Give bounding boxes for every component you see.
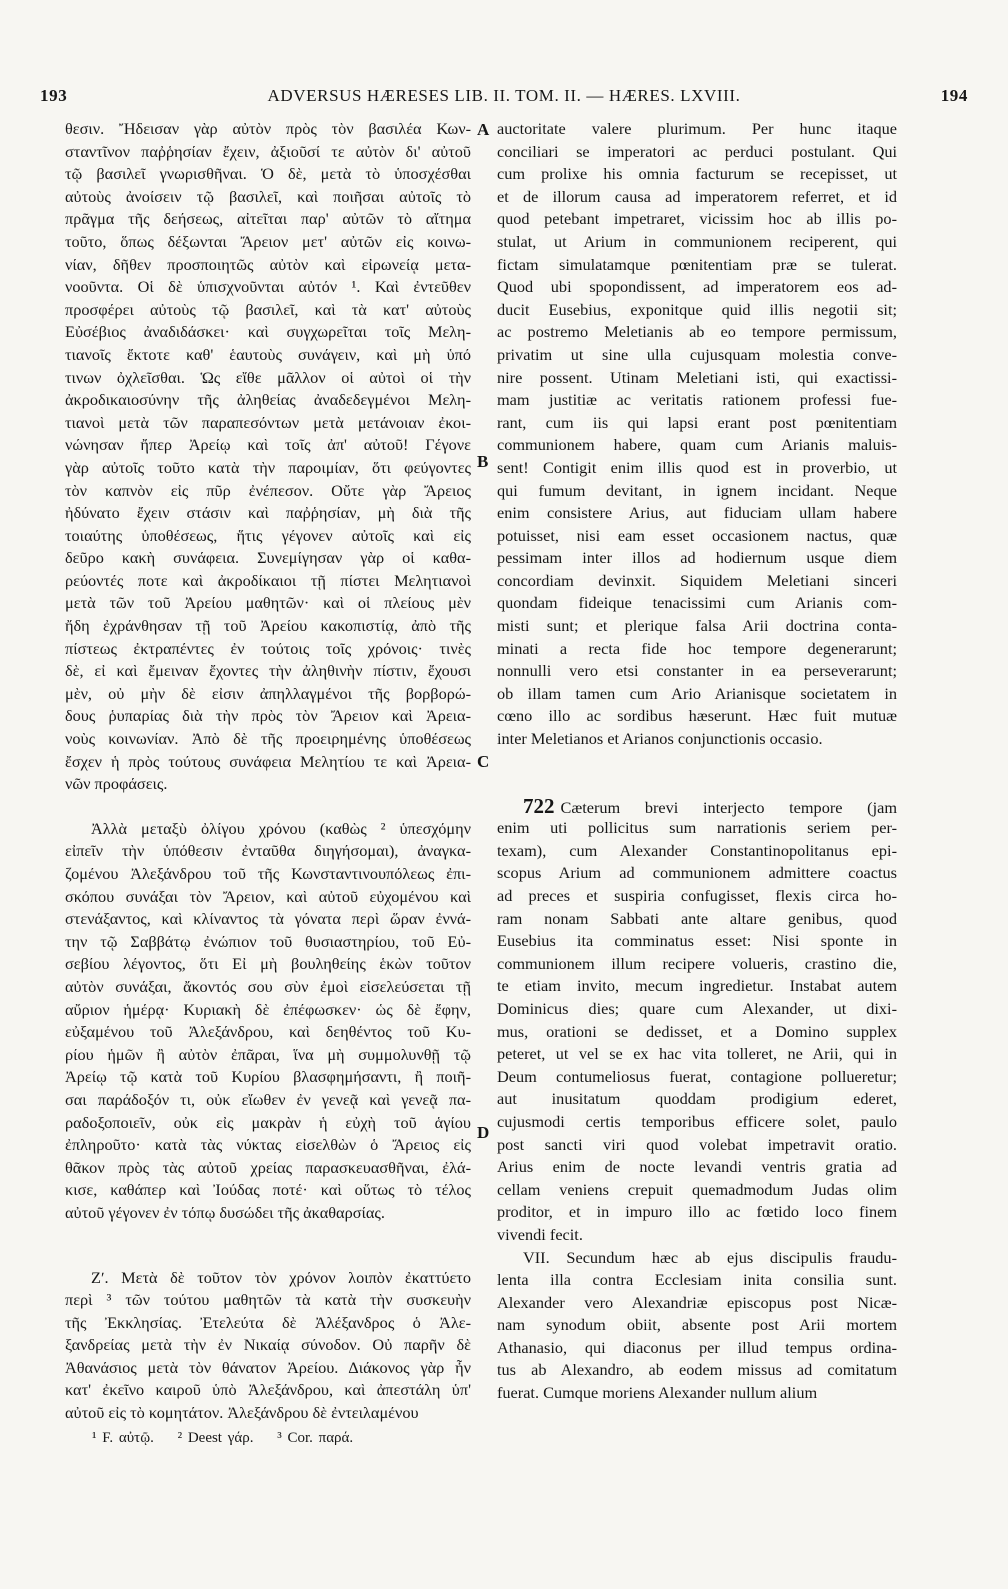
greek-paragraph-2 [65,818,471,1225]
text-line: αὐτοὺς ἀνοίσειν τῷ βασιλεῖ, καὶ ποιῆσαι αὐτοῖς τὸ [65,186,471,206]
text-line: αὐτοῦ εἰς τὸ κομητάτον. Ἀλεξάνδρου δὲ ἐντειλαμένου [65,1403,419,1423]
text-line: communionem illum recipere volueris, crastino die, [497,953,897,973]
text-line: ἔσχεν ἡ πρὸς τούτους συνάφεια Μελητίου τε καὶ Ἀρεια- [65,751,471,771]
text-line: vivendi fecit. [497,1224,583,1244]
text-line: εὐξαμένου τοῦ Ἀλεξάνδρου, καὶ δεηθέντος τοῦ Κυ- [65,1022,471,1042]
text-line: Ἀρείῳ τῷ κατὰ τοῦ Κυρίου βλασφημήσαντι, ἢ ποιῆ- [65,1067,471,1087]
page-number-right: 194 [940,86,968,105]
footnote-2: ² Deest γάρ. [177,1430,254,1446]
text-line: inter Meletianos et Arianos conjunctionis occasio. [497,729,823,749]
text-line: ρίου ἡμῶν ἢ αὐτὸν ἐπᾶραι, ἵνα μὴ συμμολυνθῇ τῷ [65,1044,471,1064]
text-line: κατ' ἐκεῖνο καιροῦ ὑπὸ Ἀλεξάνδρου, καὶ ἀπεστάλη ὑπ' [65,1380,471,1400]
text-line: peteret, ut vel se ex hac vita tolleret, ne Arii, qui in [497,1044,897,1064]
text-line: σεβίου λέγοντος, ὅτι Εἰ μὴ βουληθείης ἑκὼν τοῦτον [65,954,471,974]
text-line: σκόπου συνάξαι τὸν Ἄρειον, καὶ αὐτοῦ εὐχομένου καὶ [65,886,471,906]
text-line: τῆς Ἐκκλησίας. Ἐτελεύτα δὲ Ἀλέξανδρος ὁ Ἀλε- [65,1312,471,1332]
text-line: την τῷ Σαββάτῳ ἐνώπιον τοῦ θυσιαστηρίου, τοῦ Εὐ- [65,931,471,951]
text-line: nam synodum obiit, absente post Arii mortem [497,1315,897,1335]
text-line: δους ῥυπαρίας διὰ τὴν πρὸς τὸν Ἄρειον καὶ Ἀρεια- [65,706,471,726]
text-line: Alexander vero Alexandriæ episcopus post Nicæ- [497,1292,897,1312]
text-line: mam justitiæ ac veritatis rationem professi fue- [497,390,897,410]
text-line: scopus Arium ad communionem admittere coactus [497,863,897,883]
text-line: ducit Eusebius, exponitque quid illis negotii sit; [497,299,897,319]
column-number: 722 [523,794,555,818]
margin-letter-d: D [477,1123,490,1142]
text-line: tus ab Alexandro, ab eodem missus ad comitatum [497,1360,897,1380]
text-line: auctoritate valere plurimum. Per hunc itaque [497,119,897,138]
text-line: εἰπεῖν τὴν ὑπόθεσιν ἐνταῦθα διηγήσομαι), ἀναγκα- [65,841,471,861]
text-line: potuisset, nisi eam esset occasionem nactus, quæ [497,525,897,545]
text-line: προσφέρει αὐτοὺς τῷ βασιλεῖ, καὶ τὰ κατ' αὐτοὺς [65,299,471,319]
text-line: ram nonam Sabbati ante altare genibus, quod [497,908,897,928]
margin-letter-b: B [477,452,489,471]
text-line: aut inusitatum quoddam prodigium ederet, [497,1089,897,1109]
greek-column [65,118,471,1425]
text-line: Εὐσέβιος ἀναδιδάσκει· καὶ συγχωρεῖται τοῖς Μελη- [65,322,471,342]
text-line: ἀκροδικαιοσύνην τῆς ἀληθείας ἀναδεδεγμένοι Μελη- [65,390,471,410]
text-line: cellam veniens crepuit quemadmodum Judas olim [497,1179,897,1199]
text-line: ζομένου Ἀλεξάνδρου τοῦ τῆς Κωνσταντινουπόλεως ἐπι- [65,864,471,883]
text-line: αὐτοῦ γέγονεν ἐν τόπῳ δυσώδει τῆς ἀκαθαρσίας. [65,1202,385,1222]
text-line: concordiam devinxit. Siquidem Meletiani sinceri [497,570,897,590]
text-line: Athanasio, qui diaconus per illud tempus ordina- [497,1337,897,1357]
text-line-content: Cæterum brevi interjecto tempore (jam [560,797,897,817]
text-line: νώνησαν ἤπερ Ἀρείῳ καὶ τοῖς ἀπ' αὐτοῦ! Γέγονε [65,435,471,455]
text-line: fictam simulatamque pœnitentiam præ se tulerat. [497,254,897,274]
text-line: σαι παράδοξόν τι, οὐκ εἴωθεν ἐν γενεᾷ καὶ γενεᾷ πα- [65,1089,471,1109]
text-line: enim consistere Arius, aut fiduciam ullam habere [497,503,897,523]
text-line: τιανοὶ μετὰ τῶν παραπεσόντων μετὰ μετάνοιαν ἐκοι- [65,412,471,432]
text-line: πρᾶγμα τῆς δεήσεως, αἰτεῖται παρ' αὐτῶν τὸ αἴτημα [65,209,471,229]
text-line: enim uti pollicitus sum narrationis seriem per- [497,818,897,838]
footnotes [92,1430,371,1447]
margin-letter-c: C [477,752,490,771]
text-line: cœno illo ac sordibus hæserunt. Hæc fuit mutuæ [497,706,897,726]
text-line: νῶν προφάσεις. [65,774,168,794]
latin-column [497,118,897,1405]
footnote-3: ³ Cor. παρά. [277,1430,354,1446]
text-line: sent! Contigit enim illis quod est in proverbio, ut [497,457,897,477]
text-line: rant, cum iis qui lapsi erant post pœnitentiam [497,412,897,432]
text-line: cum prolixe his omnia facturum se recepisset, ut [497,164,897,184]
text-line: νοὺς κοινωνίαν. Ἀπὸ δὲ τῆς προειρημένης ὑποθέσεως [65,729,471,749]
text-line: conciliari se imperatori ac perduci postulant. Qui [497,141,897,161]
text-line: στενάξαντος, καὶ κλίναντος τὰ γόνατα περὶ ὥραν ἐννά- [65,909,471,929]
text-line: te etiam invito, mecum ingredietur. Instabat autem [497,976,897,996]
text-line: τῷ βασιλεῖ γνωρισθῆναι. Ὁ δὲ, μετὰ τὸ ὑποσχέσθαι [65,164,471,184]
text-line: lenta illa contra Ecclesiam inita consilia sunt. [497,1270,897,1290]
text-line: et de illorum causa ad imperatorem referret, et id [497,186,897,206]
text-line: γὰρ αὐτοῖς τοῦτο κατὰ τὴν παροιμίαν, ὅτι φεύγοντες [65,457,471,477]
text-line: post sancti viri quod volebat impetravit oratio. [497,1134,897,1154]
text-line: texam), cum Alexander Constantinopolitanus epi- [497,840,897,860]
text-line: σταντῖνον παῤῥησίαν ἔχειν, ἀξιοῦσί τε αὐτὸν δι' αὐτοῦ [65,141,471,161]
text-line: communionem habere, quam cum Arianis maluis- [497,435,897,455]
text-line: δὲ, εἰ καὶ ἔμειναν ἔχοντες τὴν ἀληθινὴν πίστιν, ἔχουσι [65,661,471,681]
text-line: ob illam tamen cum Ario Arianisque societatem in [497,683,897,703]
latin-paragraph-3 [497,1247,897,1405]
text-line: αὐτὸν συνάξαι, ἄκοντός σου σὺν ἐμοὶ εἰσελεύσεται τῇ [65,976,471,996]
text-line: ἠδύνατο ἔχειν στάσιν καὶ παῤῥησίαν, μὴ διὰ τῆς [65,503,471,523]
text-line: Quod ubi spopondissent, ad imperatorem eos ad- [497,277,897,297]
text-line: nonnulli vero etsi constanter in ea perseverarunt; [497,661,897,681]
text-line: νίαν, δῆθεν προσποιητῶς αὐτὸν καὶ εἰρωνείᾳ μετα- [65,254,471,274]
text-line: misti sunt; et plerique falsa Arii doctrina conta- [497,616,897,636]
text-line: mus, orationi se dedisset, et a Domino supplex [497,1021,897,1041]
text-line: fuerat. Cumque moriens Alexander nullum alium [497,1383,818,1403]
running-header [40,86,968,116]
text-line: qui fumum devitant, in ignem incidant. Neque [497,480,897,500]
text-line: νοοῦντα. Οἱ δὲ ὑπισχνοῦνται αὐτόν ¹. Καὶ ἐντεῦθεν [65,277,471,297]
text-line: privatim ut sine ulla cujusquam molestia conve- [497,344,897,364]
text-line: μὲν, οὐ μὴν δὲ εἰσιν ἀπηλλαγμένοι τῆς βορβορώ- [65,683,471,703]
text-line: ἐπληροῦτο· κατὰ τὰς νύκτας εἰσελθὼν ὁ Ἄρειος εἰς [65,1135,471,1155]
latin-paragraph-2 [497,795,897,1247]
text-line: cujusmodi certis temporibus efficere solet, paulo [497,1111,897,1131]
text-line: ἤδη ἐχράνθησαν τῇ τοῦ Ἀρείου κακοπιστίᾳ, ἀπὸ τῆς [65,616,471,636]
margin-letter-a: A [477,120,490,139]
text-line: τοιαύτης ὑποθέσεως, ἥτις γέγονεν αὐτοῖς καὶ εἰς [65,525,471,545]
text-line: περὶ ³ τῶν τούτου μαθητῶν τὰ κατὰ τὴν συσκευὴν [65,1290,471,1310]
greek-paragraph-3 [65,1267,471,1425]
text-line: VII. Secundum hæc ab ejus discipulis fraudu- [523,1247,897,1267]
footnote-1: ¹ F. αὐτῷ. [92,1430,154,1446]
text-line: nire possent. Utinam Meletiani isti, qui exactissi- [497,367,897,387]
running-title: ADVERSUS HÆRESES LIB. II. TOM. II. — HÆRES. LXVIII. [267,86,741,105]
text-line: Dominicus dies; quare cum Alexander, ut dixi- [497,998,897,1018]
text-line: τιανοῖς ἔκτοτε καθ' ἑαυτοὺς συνάγειν, καὶ μὴ ὑπό [65,344,471,364]
text-line: ραδοξοποιεῖν, οὐκ εἰς μακρὰν ἡ εὐχὴ τοῦ ἁγίου [65,1112,471,1132]
text-line: αὔριον ἡμέρᾳ· Κυριακὴ δὲ ἐπέφωσκεν· ὡς δὲ ἔφην, [65,999,471,1019]
text-line: pessimam inter illos ad hodiernum usque diem [497,548,897,568]
text-line: stulat, ut Arium in communionem reciperent, qui [497,231,897,251]
greek-paragraph-1 [65,118,471,796]
text-line: quondam fideique tenacissimi cum Arianis com- [497,593,897,613]
text-line: τοῦτο, ὅπως δέξωνται Ἄρειον μετ' αὐτῶν εἰς κοινω- [65,231,471,251]
text-line: κισε, καθάπερ καὶ Ἰούδας ποτέ· καὶ οὕτως τὸ τέλος [65,1180,471,1200]
text-line: ad preces et suspiria confugisset, flexis circa ho- [497,886,897,905]
latin-paragraph-1 [497,118,897,751]
text-line: Deum contumeliosus fuerat, contagione pollueretur; [497,1066,897,1086]
text-line: δεῦρο κακὴ συνάφεια. Συνεμίγησαν γὰρ οἱ καθα- [65,548,471,568]
text-line: Ἀθανάσιος μετὰ τὸν θάνατον Ἀρείου. Διάκονος γὰρ ἦν [65,1357,471,1377]
text-line: proditor, et in impuro illo ac fœtido loco finem [497,1202,897,1222]
text-line: θεσιν. Ἤδεισαν γὰρ αὐτὸν πρὸς τὸν βασιλέα Κων- [65,119,471,138]
text-line: ξανδρείας μετὰ τὴν ἐν Νικαίᾳ σύνοδον. Οὐ παρῆν δὲ [65,1335,471,1355]
text-line: quod petebant impetraret, vicissim hoc ab illis po- [497,209,897,229]
text-line [497,795,897,818]
text-line: minati a recta fide hoc tempore degenerarunt; [497,638,897,658]
text-line: πίστεως ἐκτραπέντες ἐν τούτοις τοῖς χρόνοις· τινὲς [65,638,471,658]
page-number-left: 193 [40,86,68,105]
text-line: τὸν καπνὸν εἰς πῦρ ἐνέπεσον. Οὔτε γὰρ Ἄρειος [65,480,471,500]
text-line: Eusebius ita comminatus esset: Nisi sponte in [497,931,897,951]
text-line: τινων ὀχλεῖσθαι. Ὡς εἴθε μᾶλλον οἱ αὐτοὶ οἱ τὴν [65,367,471,387]
text-line: μετὰ τῶν τοῦ Ἀρείου μαθητῶν· καὶ οἱ πλείους μὲν [65,593,471,613]
text-line: Arius enim de nocte levandi ventris gratia ad [497,1157,897,1177]
text-line: θᾶκον πρὸς τὰς αὐτοῦ χρείας παρασκευασθῆναι, ἐλά- [65,1157,471,1177]
text-line: ac postremo Meletianis ab eo tempore permissum, [497,322,897,342]
text-line: ρεύοντές ποτε καὶ ἀκροδίκαιοι τῇ πίστει Μελητιανοὶ [65,570,471,590]
text-line: Ἀλλὰ μεταξὺ ὀλίγου χρόνου (καθὼς ² ὑπεσχόμην [91,818,471,838]
text-line: Ζʹ. Μετὰ δὲ τοῦτον τὸν χρόνον λοιπὸν ἐκαττύετο [91,1267,471,1287]
